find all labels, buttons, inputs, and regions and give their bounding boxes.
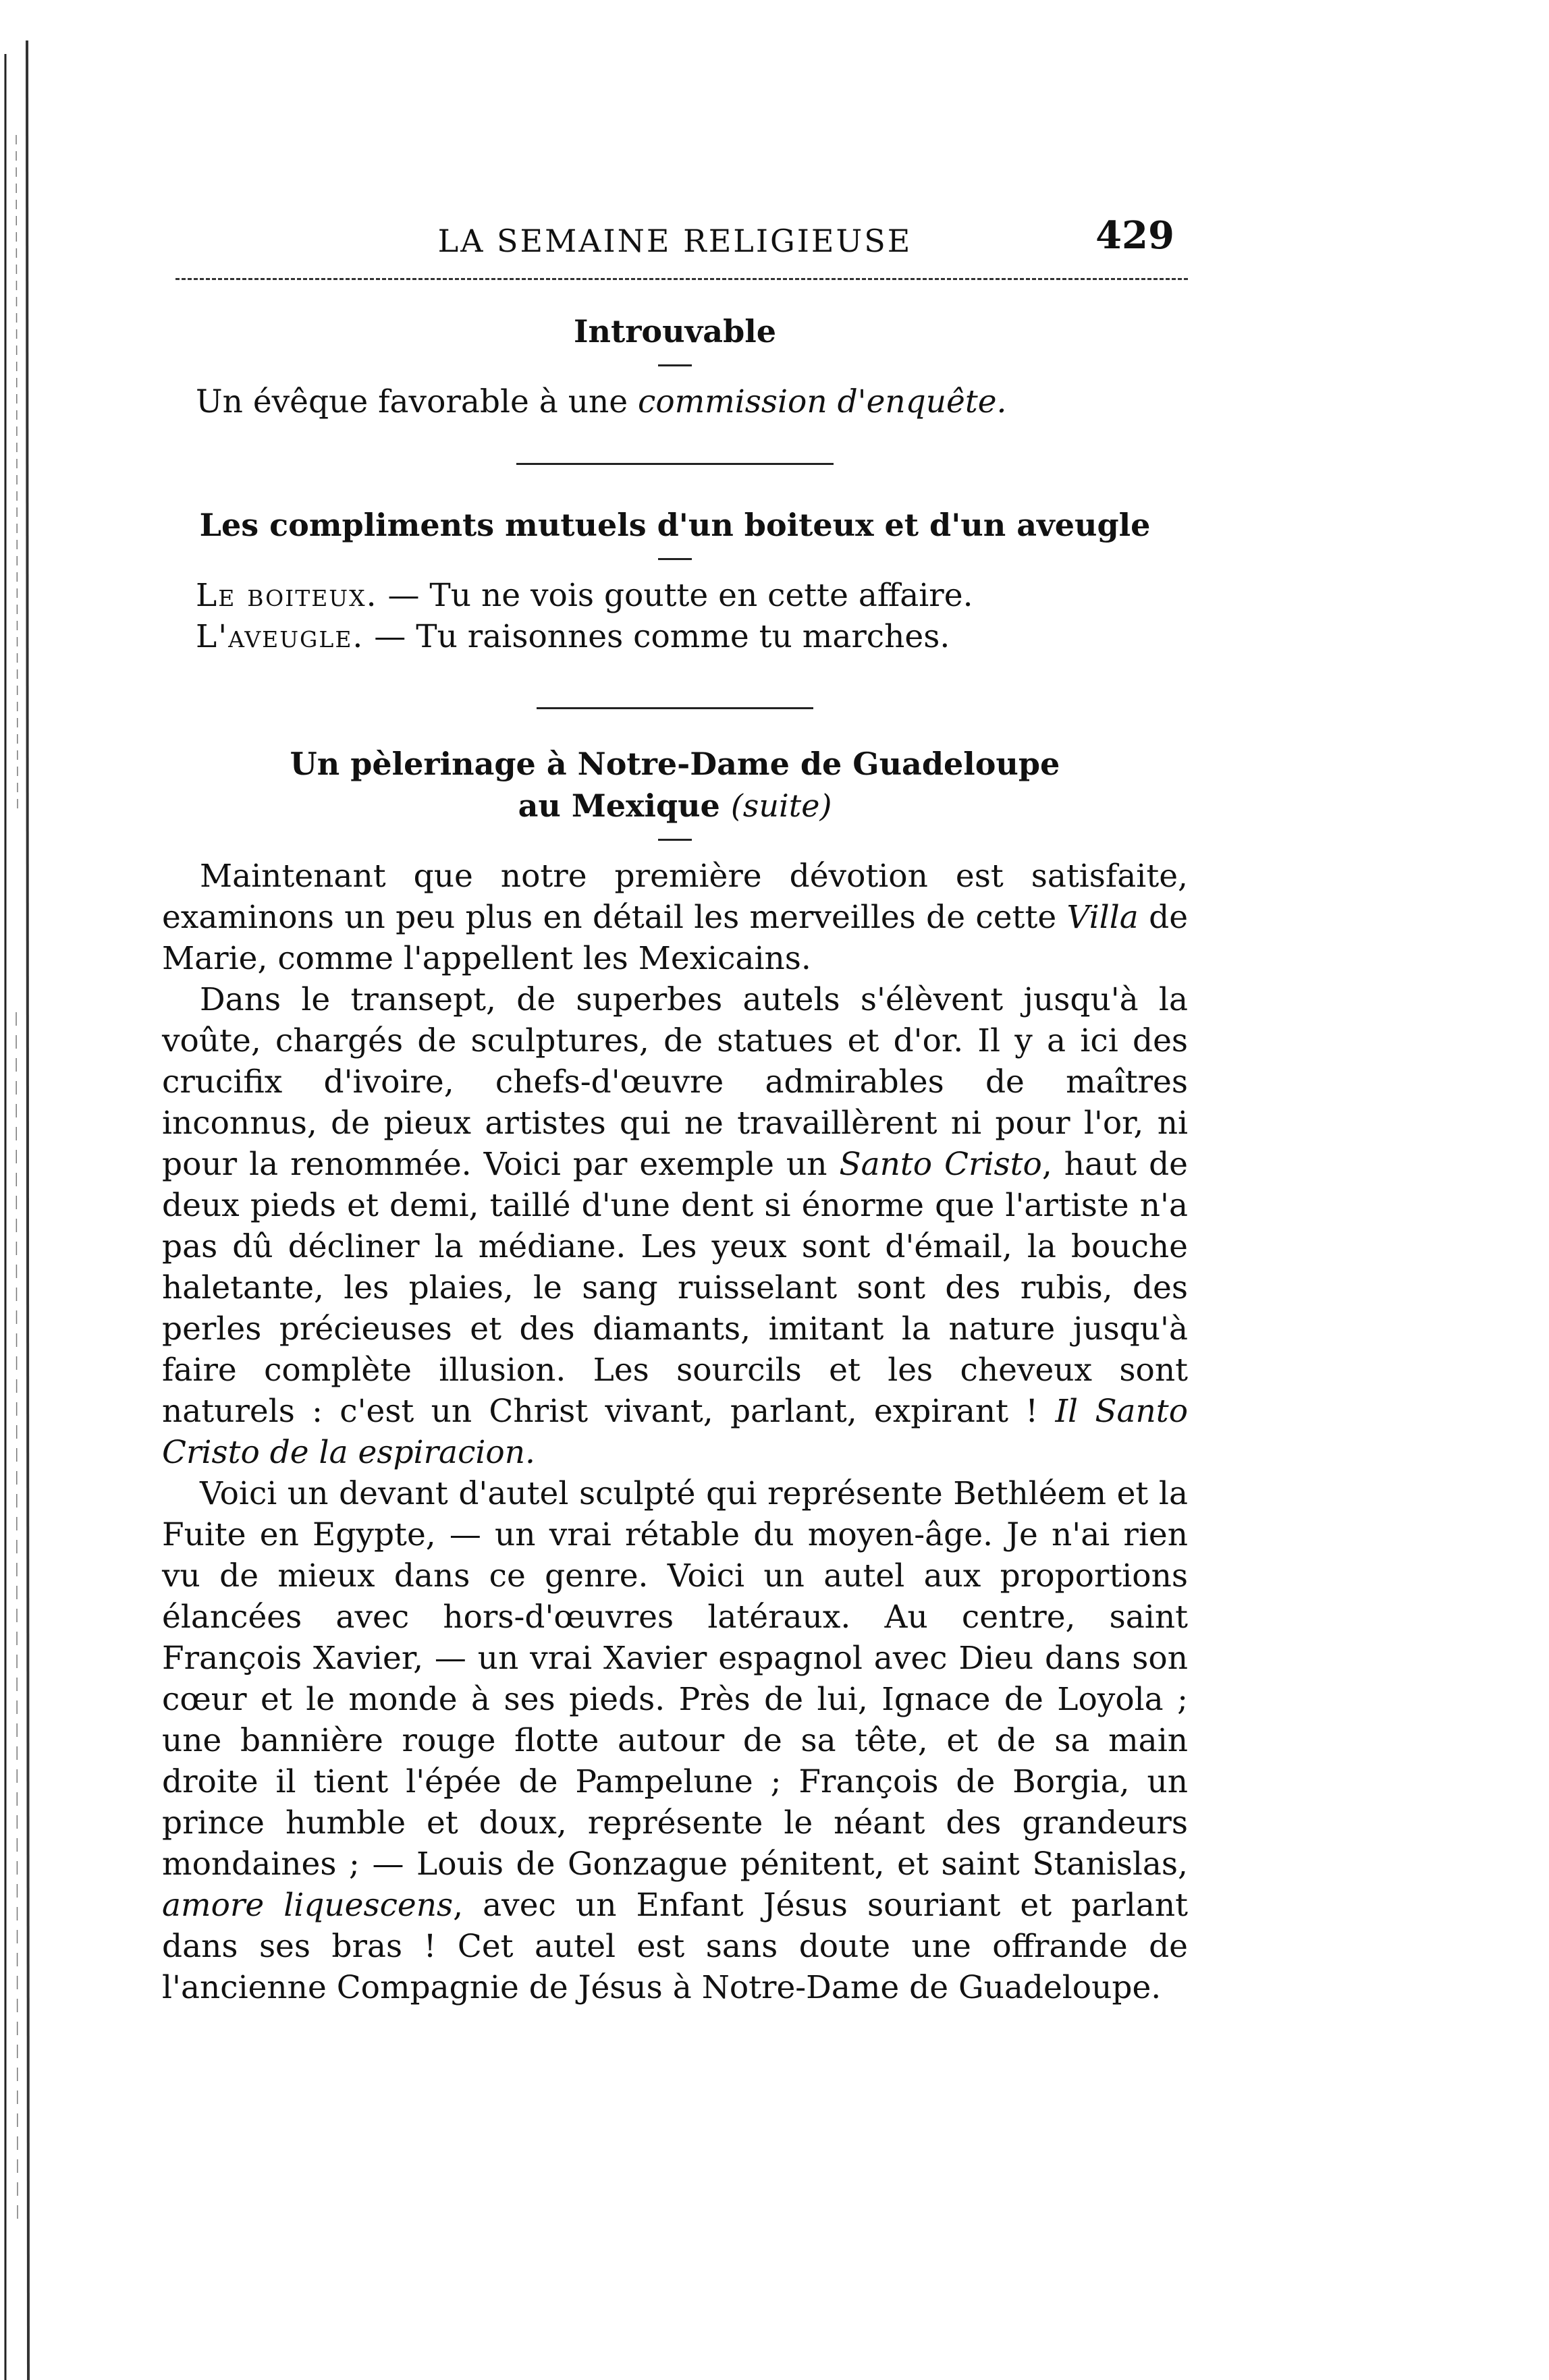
speaker: L'aveugle.	[196, 618, 364, 655]
text: , avec un Enfant Jésus souriant et parlant dans ses bras ! Cet autel est sans doute une offrande de l'ancienne Compagnie de Jésus à Notre-Dame de Guadeloupe.	[162, 1887, 1188, 2006]
italic-text: Il Santo Cristo de la espiracion.	[162, 1393, 1188, 1471]
text: Un évêque favorable à une	[196, 383, 638, 420]
section-separator	[537, 707, 813, 709]
section-separator	[516, 463, 834, 465]
paragraph	[162, 381, 1188, 422]
text: Dans le transept, de superbes autels s'élèvent jusqu'à la voûte, chargés de sculptures, de statues et d'or. Il y a ici des crucifix d'ivoire, chefs-d'œuvre admirables de maîtres inconnus, de pieux artistes qui ne travaillèrent ni pour l'or, ni pour la renommée. Voici par exemple un	[162, 981, 1188, 1183]
section-title: Les compliments mutuels d'un boiteux et d'un aveugle	[199, 507, 1151, 543]
title-dash	[658, 558, 692, 560]
section-pelerinage	[162, 743, 1188, 2008]
section-title: Introuvable	[573, 313, 776, 350]
dialogue-line	[162, 616, 1188, 657]
section-title	[162, 743, 1188, 827]
text: de Marie, comme l'appellent les Mexicains.	[162, 899, 1189, 977]
header-rule	[175, 278, 1188, 280]
italic-text: commission d'enquête.	[638, 383, 1007, 420]
dialogue-line	[162, 575, 1188, 616]
title-dash	[658, 839, 692, 841]
italic-text: Santo Cristo	[839, 1146, 1042, 1183]
text: — Tu raisonnes comme tu marches.	[364, 618, 950, 655]
section-compliments	[162, 504, 1188, 657]
text: Maintenant que notre première dévotion est satisfaite, examinons un peu plus en détail les merveilles de cette	[162, 858, 1188, 936]
speaker: Le boiteux.	[196, 577, 378, 614]
running-title: LA SEMAINE RELIGIEUSE	[437, 223, 913, 259]
text: Voici un devant d'autel sculpté qui représente Bethléem et la Fuite en Egypte, — un vrai rétable du moyen-âge. Je n'ai rien vu de mieux dans ce genre. Voici un autel aux proportions élancées avec hors-d'œuvres latéraux. Au centre, saint François Xavier, — un vrai Xavier espagnol avec Dieu dans son cœur et le monde à ses pieds. Près de lui, Ignace de Loyola ; une bannière rouge flotte autour de sa tête, et de sa main droite il tient l'épée de Pampelune ; François de Borgia, un prince humble et doux, représente le néant des grandeurs mondaines ; — Louis de Gonzague pénitent, et saint Stanislas,	[162, 1475, 1188, 1883]
title-line: Un pèlerinage à Notre-Dame de Guadeloupe	[290, 746, 1060, 782]
title-line	[162, 785, 1188, 827]
section-introuvable	[162, 310, 1188, 422]
book-page	[162, 202, 1188, 2008]
paragraph	[162, 979, 1188, 1473]
running-head	[162, 202, 1188, 277]
italic-text: Villa	[1066, 899, 1139, 936]
page-number: 429	[1095, 213, 1174, 258]
scan-binding-edge	[0, 0, 40, 2380]
text: , haut de deux pieds et demi, taillé d'une dent si énorme que l'artiste n'a pas dû décliner la médiane. Les yeux sont d'émail, la bouche haletante, les plaies, le sang ruisselant sont des rubis, des perles précieuses et des diamants, imitant la nature jusqu'à faire complète illusion. Les sourcils et les cheveux sont naturels : c'est un Christ vivant, parlant, expirant !	[162, 1146, 1188, 1430]
text: — Tu ne vois goutte en cette affaire.	[377, 577, 973, 614]
title-text: au Mexique	[518, 787, 731, 824]
title-dash	[658, 364, 692, 366]
title-suite: (suite)	[730, 787, 832, 824]
italic-text: amore liquescens	[162, 1887, 454, 1924]
paragraph	[162, 1473, 1188, 2008]
paragraph	[162, 856, 1188, 979]
